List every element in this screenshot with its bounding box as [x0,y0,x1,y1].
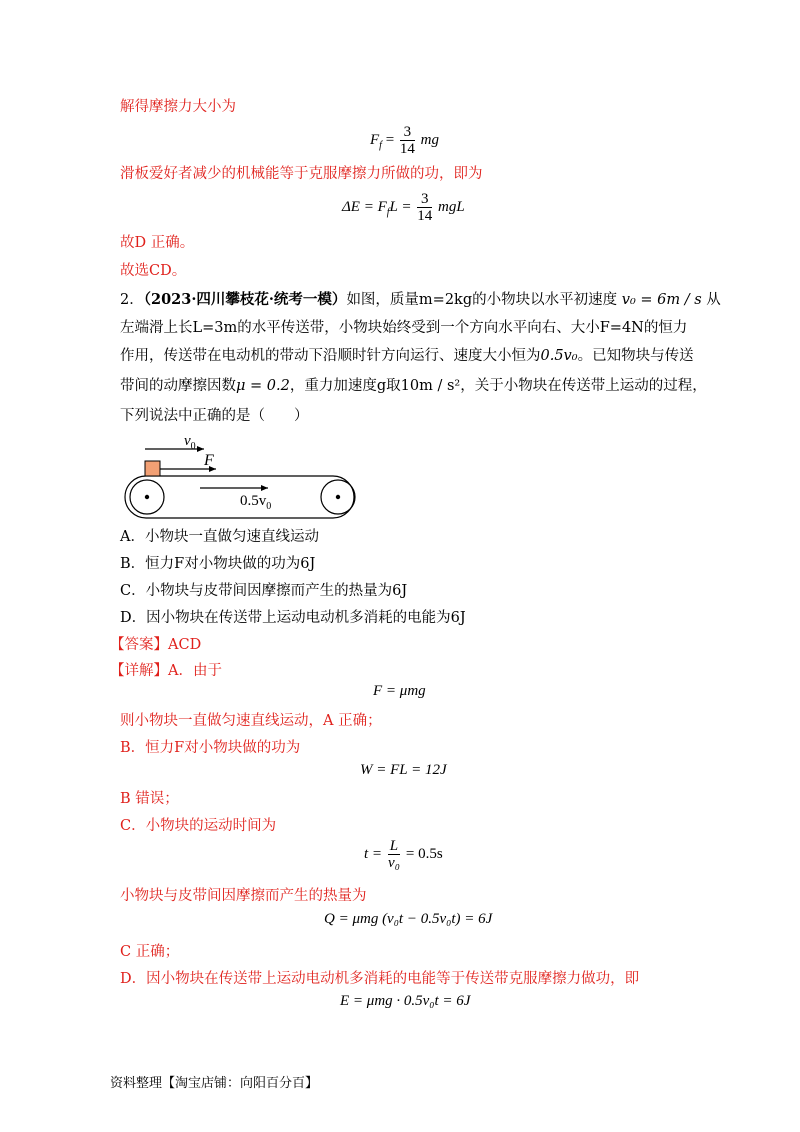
option-b: B．恒力F对小物块做的功为6J [120,556,316,572]
solution-line: D．因小物块在传送带上运动电动机多消耗的电能等于传送带克服摩擦力做功，即 [120,971,640,987]
fraction: $\frac{3}{14}$ [399,124,415,157]
question-line-3: 作用，传送带在电动机的带动下沿顺时针方向运行、速度大小恒为0.5v₀。已知物块与传送 [120,348,694,364]
equation-energy: $\Delta E = F_fL$ = $\frac{3}{14}$ mgL [342,191,465,224]
equation-d: E = μmg · 0.5v₀t = 6J [340,993,471,1009]
detail-label: 【详解】A．由于 [110,663,222,679]
fraction: $\frac{L}{\text{v₀}}$ [388,838,400,871]
equation-c: t = $\frac{L}{\text{v₀}}$ = 0.5s [364,838,443,871]
solution-line: C．小物块的运动时间为 [120,818,277,834]
equation-c2: Q = μmg (v₀t − 0.5v₀t) = 6J [324,911,493,927]
solution-line: 故D 正确。 [120,235,195,251]
option-a: A．小物块一直做匀速直线运动 [120,529,319,545]
v0-arrowhead [197,446,204,452]
solution-line: C 正确； [120,944,180,960]
belt-left-end [125,476,146,518]
solution-line: 故选CD。 [120,263,187,279]
conveyor-belt-figure [118,430,368,530]
v0-label: $v_0$ [184,433,196,452]
page-footer: 资料整理【淘宝店铺：向阳百分百】 [110,1076,319,1091]
option-c: C．小物块与皮带间因摩擦而产生的热量为6J [120,583,408,599]
right-pulley-axle [336,495,340,499]
solution-line: B 错误； [120,791,179,807]
answer-label: 【答案】ACD [110,637,202,653]
equation-friction: $F_f$ = $\frac{3}{14}$ mg [370,124,440,157]
solution-line: 则小物块一直做匀速直线运动，A 正确； [120,713,382,729]
solution-line: 解得摩擦力大小为 [120,99,236,115]
solution-line: 小物块与皮带间因摩擦而产生的热量为 [120,888,367,904]
question-line-5: 下列说法中正确的是（ ） [120,408,309,424]
left-pulley-axle [145,495,149,499]
question-source: （2023·四川攀枝花·统考一模） [143,291,347,308]
question-line-4: 带间的动摩擦因数μ = 0.2，重力加速度g取10m / s²，关于小物块在传送带上运动的过程， [120,378,707,394]
option-d: D．因小物块在传送带上运动电动机多消耗的电能为6J [120,610,466,626]
belt-speed-arrowhead [261,485,268,491]
solution-line: B．恒力F对小物块做的功为 [120,740,301,756]
equation-a: F = μmg [373,683,426,699]
fraction: $\frac{3}{14}$ [417,191,433,224]
force-label: F [204,452,214,469]
solution-line: 滑板爱好者减少的机械能等于克服摩擦力所做的功，即为 [120,166,483,182]
block [145,461,160,476]
equation-b: W = FL = 12J [360,762,447,778]
question-line-2: 左端滑上长L=3m的水平传送带，小物块始终受到一个方向水平向右、大小F=4N的恒力 [120,320,688,336]
question-line-1: 2．（2023·四川攀枝花·统考一模）如图，质量m=2kg的小物块以水平初速度 v₀ = 6m / s 从 [120,291,721,308]
belt-speed-label: $0.5v_0$ [240,493,272,512]
